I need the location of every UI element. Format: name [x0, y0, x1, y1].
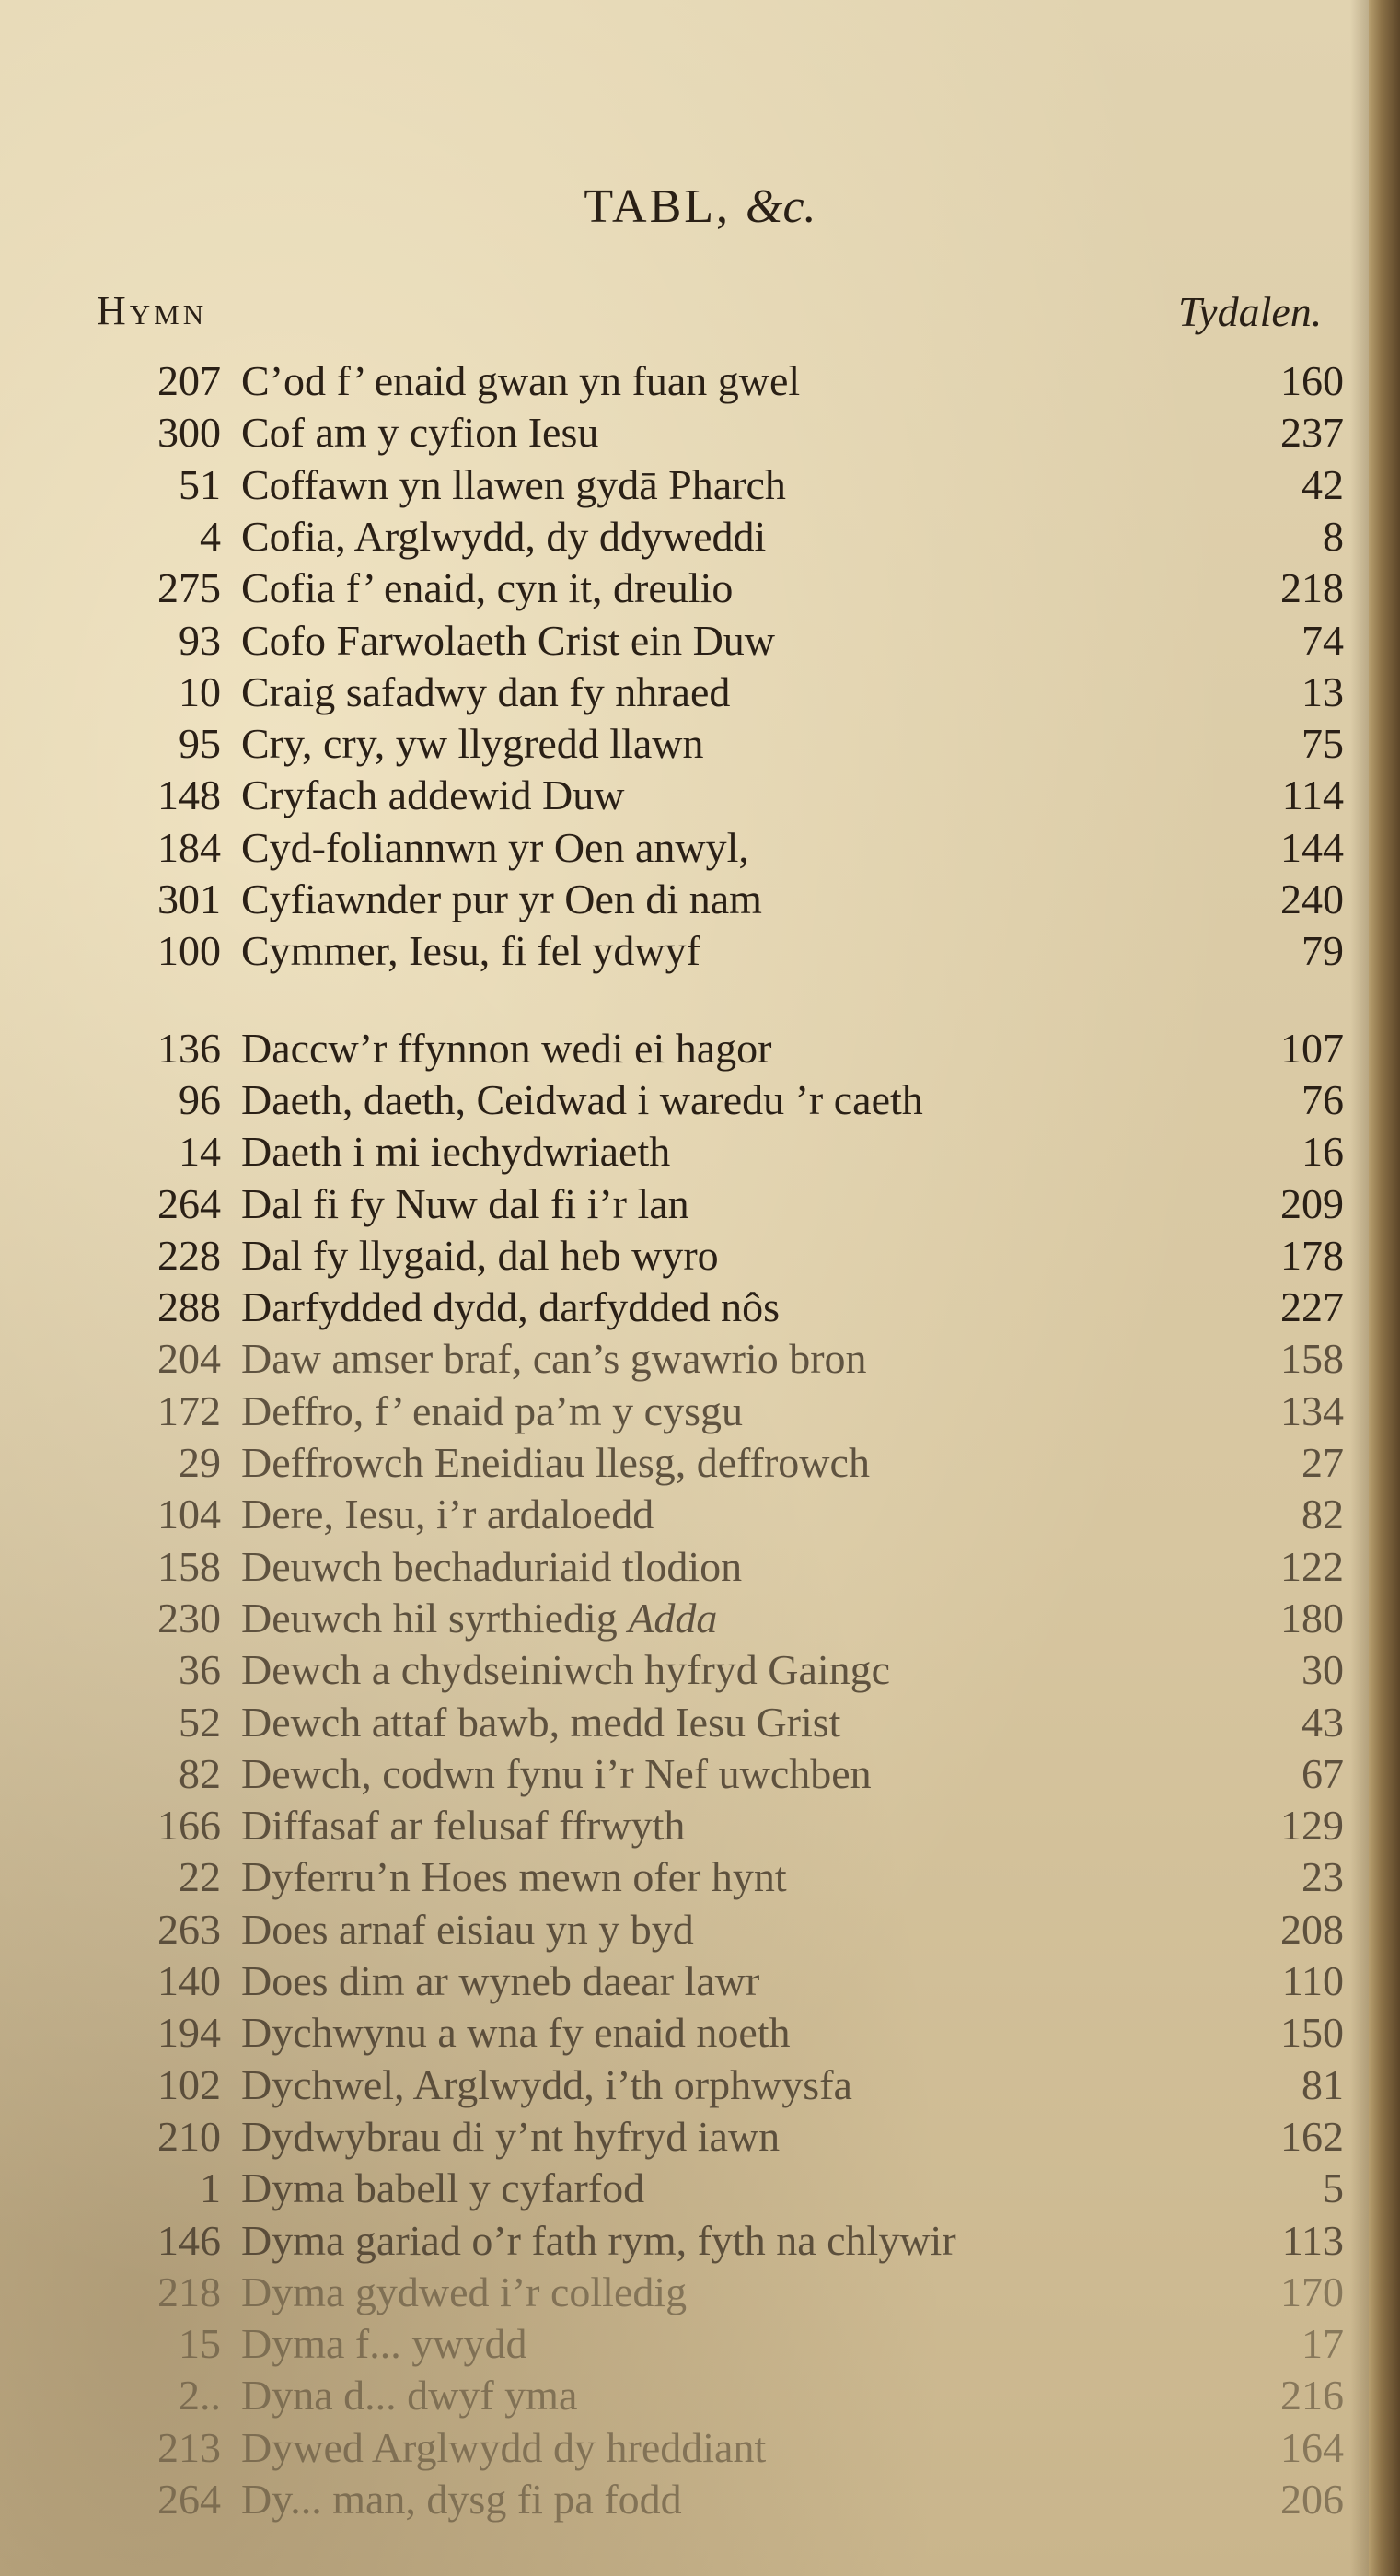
index-entry — [0, 1646, 1400, 1694]
index-entry — [0, 409, 1400, 457]
first-line: Dal fi fy Nuw dal fi i’r lan — [241, 1180, 689, 1227]
hymn-number: 51 — [179, 461, 221, 508]
first-line: Cymmer, Iesu, fi fel ydwyf — [241, 927, 700, 974]
hymn-number: 14 — [179, 1128, 221, 1175]
page-number: 134 — [1280, 1387, 1344, 1434]
first-line: Daw amser braf, can’s gwawrio bron — [241, 1335, 867, 1382]
hymn-number: 4 — [200, 513, 221, 560]
page-number: 82 — [1302, 1491, 1344, 1537]
page-number: 158 — [1280, 1335, 1344, 1382]
index-entry — [0, 1595, 1400, 1642]
index-entry — [0, 1283, 1400, 1331]
page-number: 209 — [1280, 1180, 1344, 1227]
page-number: 42 — [1302, 461, 1344, 508]
first-line: Cyd-foliannwn yr Oen anwyl, — [241, 824, 749, 871]
hymn-number: 301 — [157, 876, 221, 922]
page-number: 13 — [1302, 668, 1344, 715]
hymn-number: 207 — [157, 357, 221, 404]
title-text: TABL, — [584, 180, 746, 233]
index-entry — [0, 564, 1400, 612]
first-line: Dyferru’n Hoes mewn ofer hynt — [241, 1853, 787, 1900]
hymn-number: 228 — [157, 1232, 221, 1279]
first-line: Dyma gariad o’r fath rym, fyth na chlywir — [241, 2217, 956, 2264]
page-number: 76 — [1302, 1076, 1344, 1123]
first-line: Daeth i mi iechydwriaeth — [241, 1128, 671, 1175]
hymn-number: 264 — [157, 1180, 221, 1227]
index-entry — [0, 1025, 1400, 1073]
hymn-number: 10 — [179, 668, 221, 715]
first-line: Cofo Farwolaeth Crist ein Duw — [241, 617, 776, 664]
index-entry — [0, 1853, 1400, 1901]
index-entry — [0, 461, 1400, 509]
page-number: 23 — [1302, 1853, 1344, 1900]
index-entry — [0, 720, 1400, 768]
first-line: Dyma babell y cyfarfod — [241, 2164, 645, 2211]
page-number: 43 — [1302, 1699, 1344, 1746]
hymn-number: 230 — [157, 1595, 221, 1642]
index-entry — [0, 1957, 1400, 2005]
page-number: 30 — [1302, 1646, 1344, 1693]
index-entry — [0, 1906, 1400, 1954]
hymn-number: 166 — [157, 1802, 221, 1849]
page-number: 208 — [1280, 1906, 1344, 1953]
page-number: 206 — [1280, 2476, 1344, 2523]
index-entry — [0, 2113, 1400, 2161]
page-number: 178 — [1280, 1232, 1344, 1279]
page-number: 237 — [1280, 409, 1344, 456]
index-entry — [0, 357, 1400, 405]
first-line: Dyma f... ywydd — [241, 2320, 527, 2367]
first-line: Cyfiawnder pur yr Oen di nam — [241, 876, 762, 922]
hymn-number: 93 — [179, 617, 221, 664]
index-entry — [0, 1076, 1400, 1124]
hymn-number: 210 — [157, 2113, 221, 2160]
first-line: Deffrowch Eneidiau llesg, deffrowch — [241, 1439, 870, 1486]
hymn-number: 136 — [157, 1025, 221, 1072]
index-entry — [0, 1387, 1400, 1435]
hymn-number: 275 — [157, 564, 221, 611]
page-number: 16 — [1302, 1128, 1344, 1175]
index-entry — [0, 1802, 1400, 1850]
page-title — [0, 180, 1400, 234]
index-entry — [0, 772, 1400, 819]
hymn-number: 102 — [157, 2061, 221, 2108]
first-line: Cry, cry, yw llygredd llawn — [241, 720, 704, 767]
page-number: 110 — [1281, 1957, 1344, 2004]
hymn-number: 95 — [179, 720, 221, 767]
index-entry — [0, 2164, 1400, 2212]
index-entry — [0, 876, 1400, 923]
index-entry — [0, 1128, 1400, 1176]
index-entry — [0, 2476, 1400, 2524]
hymn-number: 263 — [157, 1906, 221, 1953]
first-line: Daeth, daeth, Ceidwad i waredu ’r caeth — [241, 1076, 923, 1123]
page-number: 144 — [1280, 824, 1344, 871]
hymn-number: 204 — [157, 1335, 221, 1382]
hymn-number: 29 — [179, 1439, 221, 1486]
first-line: Dydwybrau di y’nt hyfryd iawn — [241, 2113, 781, 2160]
page-number: 216 — [1280, 2372, 1344, 2419]
first-line: Deffro, f’ enaid pa’m y cysgu — [241, 1387, 743, 1434]
index-entry — [0, 1180, 1400, 1228]
first-line: Dy... man, dysg fi pa fodd — [241, 2476, 682, 2523]
first-line: Dewch, codwn fynu i’r Nef uwchben — [241, 1750, 872, 1797]
first-line: Deuwch bechaduriaid tlodion — [241, 1543, 743, 1590]
hymn-number: 218 — [157, 2269, 221, 2315]
index-entry — [0, 1491, 1400, 1538]
first-line: Deuwch hil syrthiedig Adda — [241, 1595, 718, 1642]
first-line: Coffawn yn llawen gydā Pharch — [241, 461, 786, 508]
hymn-number: 146 — [157, 2217, 221, 2264]
hymn-number: 264 — [157, 2476, 221, 2523]
index-entry — [0, 1750, 1400, 1798]
first-line: Dychwynu a wna fy enaid noeth — [241, 2009, 791, 2056]
hymn-number: 213 — [157, 2424, 221, 2471]
title-suffix: &c. — [746, 180, 816, 233]
hymn-number: 184 — [157, 824, 221, 871]
index-entry — [0, 1543, 1400, 1591]
index-entry — [0, 2217, 1400, 2265]
hymn-number: 15 — [179, 2320, 221, 2367]
page-number: 67 — [1302, 1750, 1344, 1797]
page-number: 75 — [1302, 720, 1344, 767]
column-header-page: Tydalen. — [1178, 288, 1323, 335]
index-entry — [0, 2269, 1400, 2316]
first-line: Dal fy llygaid, dal heb wyro — [241, 1232, 719, 1279]
hymn-number: 158 — [157, 1543, 221, 1590]
index-entry — [0, 1335, 1400, 1383]
page-number: 5 — [1323, 2164, 1344, 2211]
index-entry — [0, 1439, 1400, 1487]
first-line: Cryfach addewid Duw — [241, 772, 625, 818]
index-entry — [0, 824, 1400, 872]
hymn-number: 82 — [179, 1750, 221, 1797]
hymn-number: 140 — [157, 1957, 221, 2004]
first-line: Darfydded dydd, darfydded nôs — [241, 1283, 781, 1330]
index-entry — [0, 668, 1400, 716]
index-entry — [0, 927, 1400, 975]
hymn-number: 96 — [179, 1076, 221, 1123]
page-number: 129 — [1280, 1802, 1344, 1849]
first-line: Cof am y cyfion Iesu — [241, 409, 599, 456]
first-line: Does arnaf eisiau yn y byd — [241, 1906, 694, 1953]
first-line: Craig safadwy dan fy nhraed — [241, 668, 731, 715]
page-number: 74 — [1302, 617, 1344, 664]
index-entry — [0, 513, 1400, 561]
page-number: 122 — [1280, 1543, 1344, 1590]
hymn-number: 194 — [157, 2009, 221, 2056]
index-entry — [0, 2009, 1400, 2057]
page-number: 227 — [1280, 1283, 1344, 1330]
index-entry — [0, 1232, 1400, 1280]
hymn-number: 52 — [179, 1699, 221, 1746]
first-line: Dere, Iesu, i’r ardaloedd — [241, 1491, 654, 1537]
page-number: 81 — [1302, 2061, 1344, 2108]
first-line: Daccw’r ffynnon wedi ei hagor — [241, 1025, 772, 1072]
hymn-number: 22 — [179, 1853, 221, 1900]
page-number: 180 — [1280, 1595, 1344, 1642]
page-number: 170 — [1280, 2269, 1344, 2315]
hymn-number: 2.. — [179, 2372, 221, 2419]
hymn-number: 288 — [157, 1283, 221, 1330]
first-line: Dychwel, Arglwydd, i’th orphwysfa — [241, 2061, 852, 2108]
page-number: 17 — [1302, 2320, 1344, 2367]
hymn-number: 148 — [157, 772, 221, 818]
page-number: 164 — [1280, 2424, 1344, 2471]
page-number: 79 — [1302, 927, 1344, 974]
italic-word: Adda — [628, 1595, 718, 1642]
index-entry — [0, 1699, 1400, 1746]
index-entry — [0, 2320, 1400, 2368]
hymn-number: 172 — [157, 1387, 221, 1434]
page-number: 113 — [1281, 2217, 1344, 2264]
index-entry — [0, 2424, 1400, 2472]
first-line: Dewch a chydseiniwch hyfryd Gaingc — [241, 1646, 891, 1693]
page-number: 160 — [1280, 357, 1344, 404]
hymn-number: 300 — [157, 409, 221, 456]
page-number: 27 — [1302, 1439, 1344, 1486]
index-entry — [0, 2372, 1400, 2419]
page-number: 150 — [1280, 2009, 1344, 2056]
page-number: 107 — [1280, 1025, 1344, 1072]
page-number: 162 — [1280, 2113, 1344, 2160]
first-line: C’od f’ enaid gwan yn fuan gwel — [241, 357, 801, 404]
first-line: Dyna d... dwyf yma — [241, 2372, 578, 2419]
page-number: 218 — [1280, 564, 1344, 611]
index-entry — [0, 617, 1400, 665]
first-line: Cofia f’ enaid, cyn it, dreulio — [241, 564, 734, 611]
first-line: Dywed Arglwydd dy hreddiant — [241, 2424, 767, 2471]
hymn-number: 100 — [157, 927, 221, 974]
hymn-number: 36 — [179, 1646, 221, 1693]
page-number: 240 — [1280, 876, 1344, 922]
first-line: Cofia, Arglwydd, dy ddyweddi — [241, 513, 767, 560]
first-line: Dyma gydwed i’r colledig — [241, 2269, 688, 2315]
first-line: Diffasaf ar felusaf ffrwyth — [241, 1802, 686, 1849]
index-entry — [0, 2061, 1400, 2109]
hymn-number: 104 — [157, 1491, 221, 1537]
page-number: 114 — [1281, 772, 1344, 818]
first-line: Dewch attaf bawb, medd Iesu Grist — [241, 1699, 841, 1746]
column-header-hymn: Hymn — [97, 288, 208, 333]
first-line: Does dim ar wyneb daear lawr — [241, 1957, 760, 2004]
hymn-number: 1 — [200, 2164, 221, 2211]
page-number: 8 — [1323, 513, 1344, 560]
